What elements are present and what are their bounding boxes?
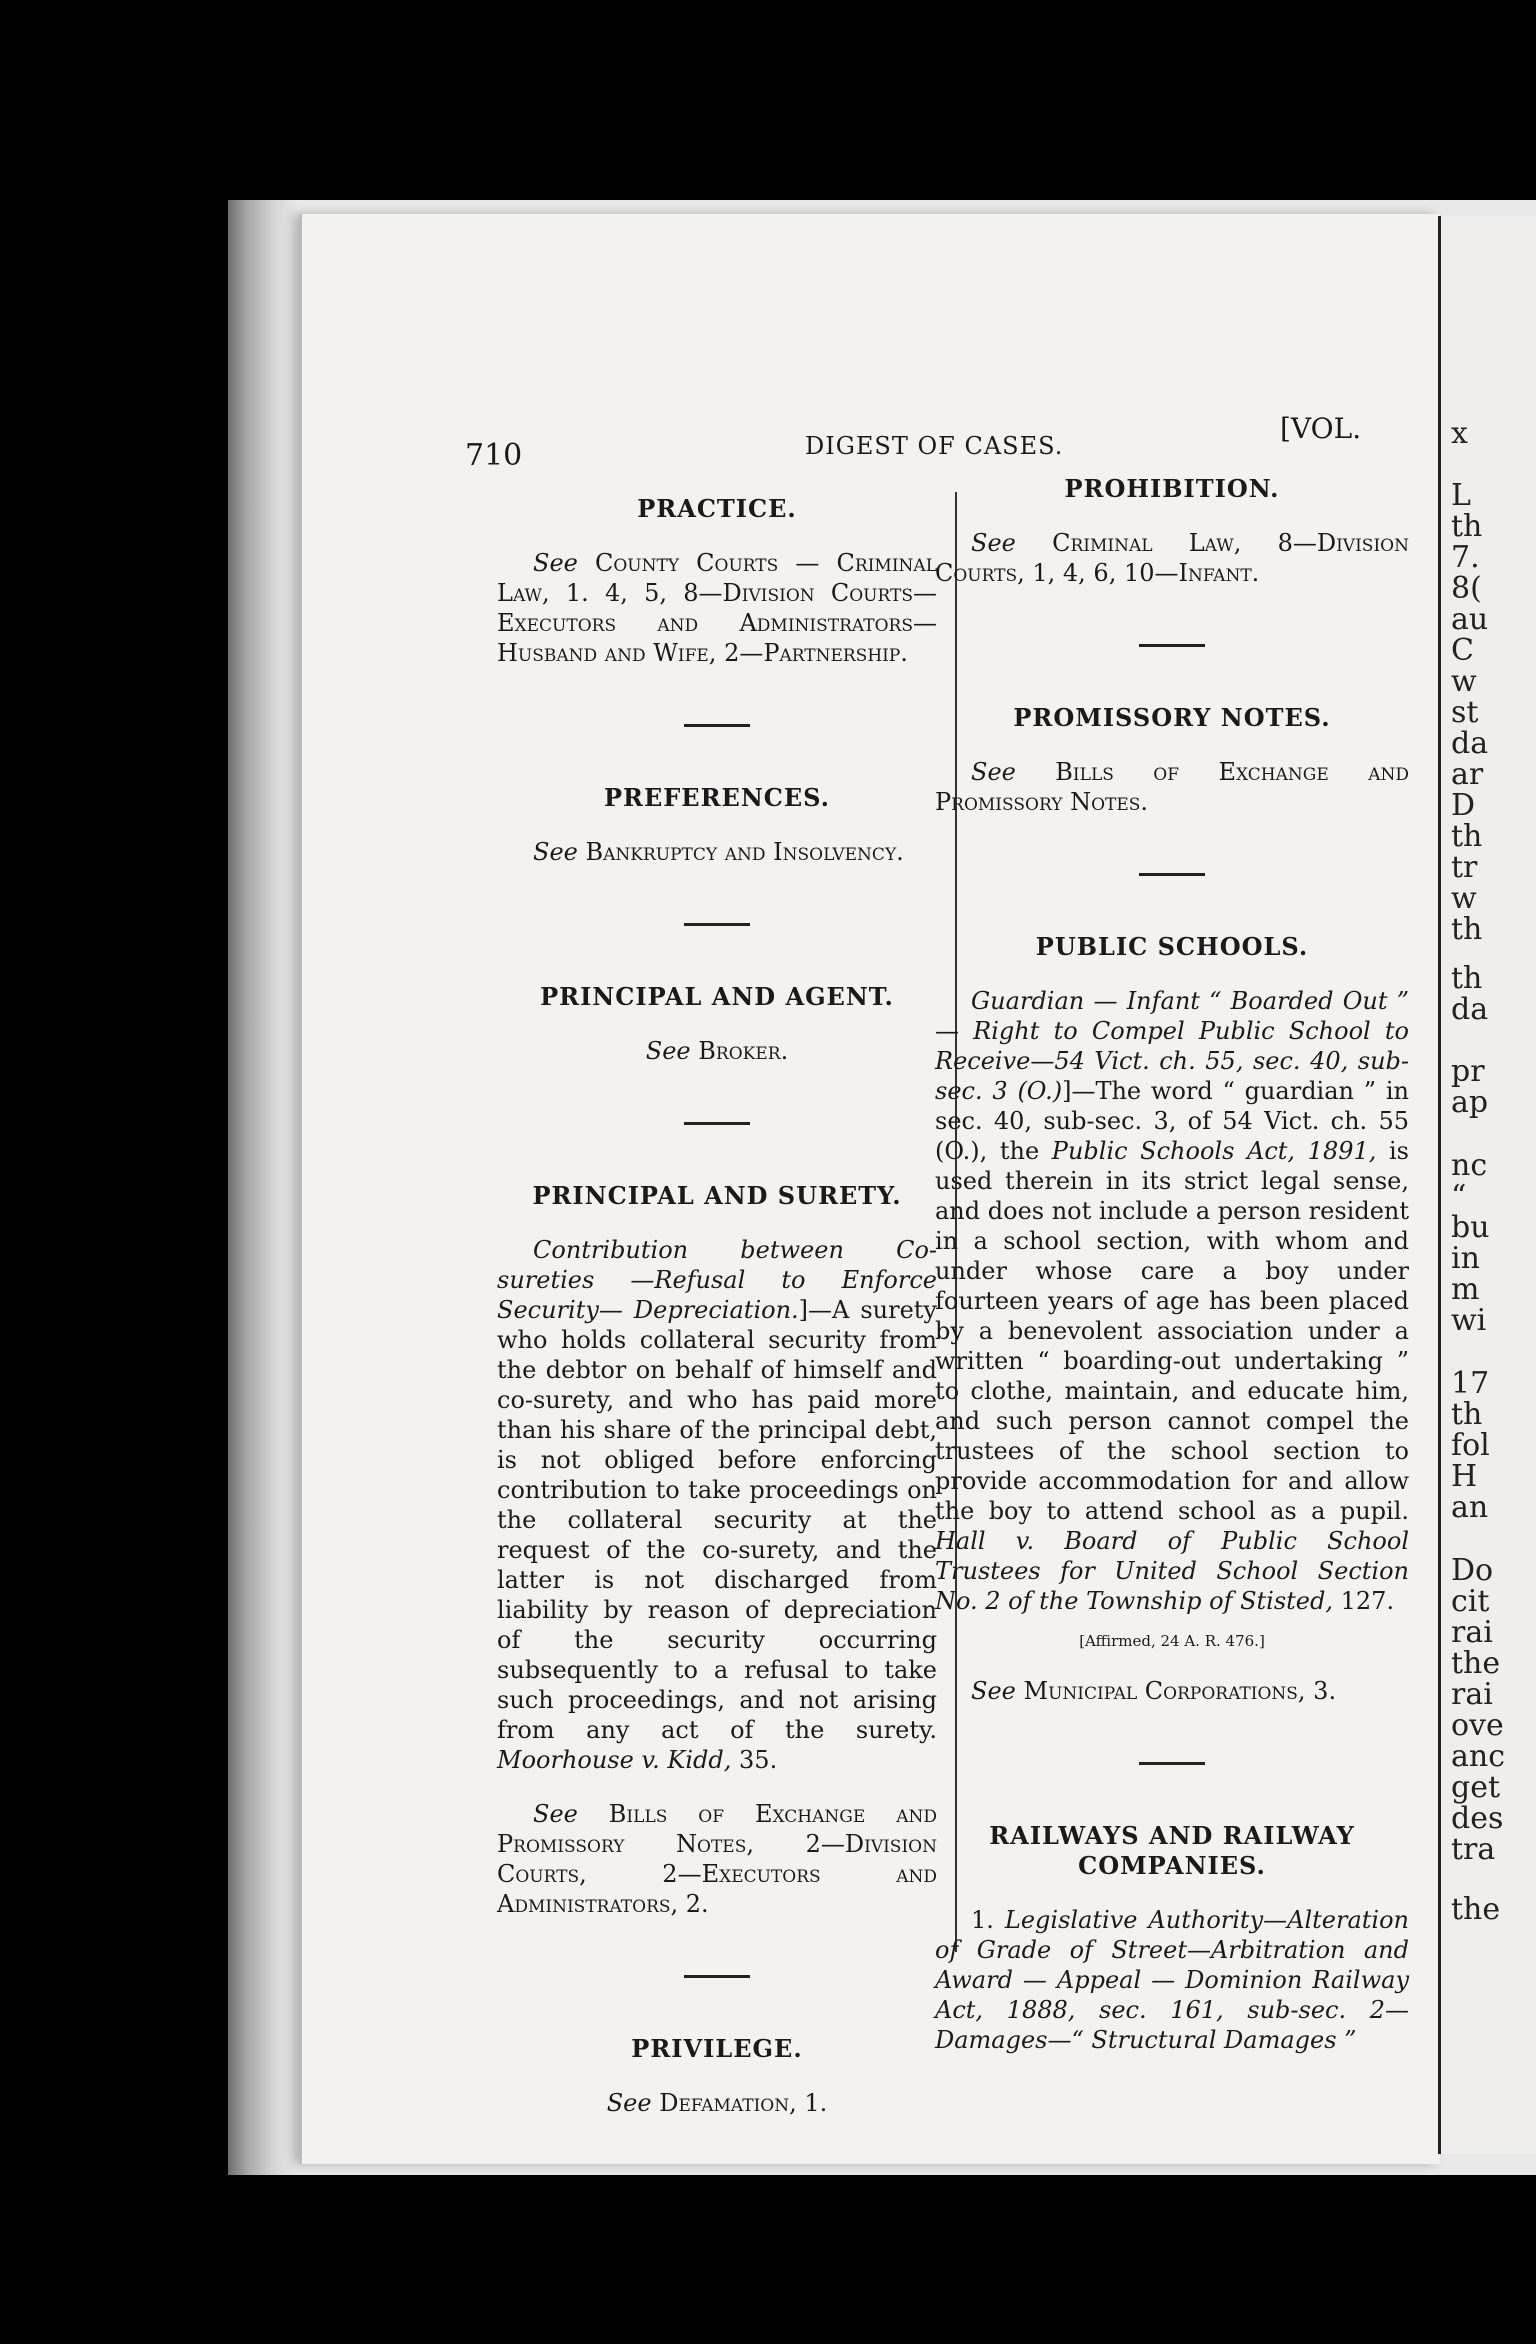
section-title: PUBLIC SCHOOLS. [1035, 932, 1309, 961]
case-entry [497, 1235, 937, 1775]
facing-page-text-fragment: in [1451, 1241, 1480, 1276]
entry-number: 1. [971, 1906, 994, 1934]
facing-page-text-fragment: H [1451, 1459, 1478, 1494]
section-rule [684, 1122, 750, 1125]
section-rule [1139, 873, 1205, 876]
section-railways [935, 1821, 1409, 2055]
case-entry [935, 986, 1409, 1616]
running-title: DIGEST OF CASES. [805, 432, 1064, 460]
reference-text: Broker. [698, 1037, 789, 1065]
section-public-schools [935, 932, 1409, 1706]
facing-page-text-fragment: wi [1451, 1303, 1487, 1338]
cross-reference [935, 757, 1409, 817]
reference-text: Bankruptcy and Insolvency. [585, 838, 904, 866]
section-privilege [497, 2034, 937, 2118]
facing-page-text-fragment: 17 [1451, 1366, 1490, 1401]
section-rule [684, 1975, 750, 1978]
see-word: See [971, 758, 1016, 786]
facing-page-text-fragment: L [1451, 478, 1471, 513]
facing-page-text-fragment: “ [1451, 1179, 1467, 1214]
section-title: PROMISSORY NOTES. [1013, 703, 1331, 732]
case-name: Hall v. Board of Public School Trustees for United School Section No. 2 of the Township of Stisted, [935, 1527, 1409, 1615]
reference-text: Bills of Exchange and Promissory Notes, 2—Division Courts, 2—Executors and Administrators, 2. [497, 1800, 937, 1918]
page-number: 710 [465, 438, 523, 473]
case-name: Moorhouse v. Kidd, [497, 1746, 732, 1774]
facing-page-text-fragment: rai [1451, 1615, 1493, 1650]
facing-page-text-fragment: ove [1451, 1708, 1504, 1743]
cross-reference [497, 2088, 937, 2118]
entry-body: ]—A surety who holds collateral security from the debtor on behalf of himself and co-surety, and who has paid more than his share of the principal debt, is not obliged before enforcing contribution to take proceedings on the collateral security at the request of the co-surety, and the latter is not discharged from liability by reason of depreciation of the security occurring subsequently to a refusal to take such proceedings, and not arising from any act of the surety. [497, 1296, 937, 1744]
cross-reference [497, 837, 937, 867]
facing-page-text-fragment: nc [1451, 1148, 1488, 1183]
catchwords: Guardian — Infant “ Boarded Out ” — Right to Compel Public School to Receive—54 Vict. ch. 55, sec. 40, sub-sec. 3 (O.) [935, 987, 1409, 1105]
reference-text: Defamation, 1. [659, 2089, 828, 2117]
facing-page-text-fragment: th [1451, 1397, 1483, 1432]
facing-page-text-fragment: the [1451, 1892, 1501, 1927]
facing-page-text-fragment: C [1451, 633, 1474, 668]
entry-body-continued: is used therein in its strict legal sense, and does not include a person resident in a school section, with whom and under whose care a boy under fourteen years of age has been placed by a benevolent association under a written “ boarding-out undertaking ” to clothe, maintain, and educate him, and such person cannot compel the trustees of the school section to provide accommodation for and allow the boy to attend school as a pupil. [935, 1137, 1409, 1525]
act-name: Public Schools Act, 1891, [1051, 1137, 1377, 1165]
section-rule [1139, 1762, 1205, 1765]
facing-page-text-fragment: cit [1451, 1584, 1490, 1619]
case-page: 127. [1340, 1587, 1395, 1615]
cross-reference [935, 1676, 1409, 1706]
facing-page-text-fragment: the [1451, 1646, 1501, 1681]
facing-page-text-fragment: pr [1451, 1054, 1485, 1089]
catchwords: Legislative Authority—Alteration of Grade of Street—Arbitration and Award — Appeal — Dominion Railway Act, 1888, sec. 161, sub-sec. 2—Damages—“ Structural Damages ” [935, 1906, 1409, 2054]
section-title: RAILWAYS AND RAILWAY COMPANIES. [989, 1821, 1355, 1880]
reference-text: County Courts — Criminal Law, 1. 4, 5, 8—Division Courts—Executors and Administrators—Husband and Wife, 2—Partnership. [497, 549, 937, 667]
section-rule [684, 923, 750, 926]
see-word: See [971, 1677, 1016, 1705]
facing-page-text-fragment: 8( [1451, 571, 1482, 606]
facing-page-text-fragment: th [1451, 961, 1483, 996]
facing-page-text-fragment: st [1451, 695, 1479, 730]
affirmed-note: [Affirmed, 24 A. R. 476.] [1079, 1632, 1265, 1650]
facing-page-text-fragment: x [1451, 416, 1468, 451]
cross-reference [935, 528, 1409, 588]
section-principal-agent [497, 982, 937, 1066]
cross-reference [497, 1799, 937, 1919]
section-preferences [497, 783, 937, 867]
reference-text: Bills of Exchange and Promissory Notes. [935, 758, 1409, 816]
section-title: PROHIBITION. [1064, 474, 1280, 503]
facing-page-text-fragment: Do [1451, 1553, 1494, 1588]
facing-page-text-fragment: m [1451, 1272, 1480, 1307]
facing-page-text-fragment: au [1451, 602, 1489, 637]
volume-marker: [VOL. [1280, 412, 1362, 445]
catchwords: Contribution between Co-sureties —Refusal to Enforce Security— Depreciation. [497, 1236, 937, 1324]
case-entry [935, 1905, 1409, 2055]
see-word: See [533, 549, 578, 577]
facing-page-text-fragment: an [1451, 1490, 1489, 1525]
facing-page-text-fragment: th [1451, 912, 1483, 947]
facing-page-text-fragment: des [1451, 1801, 1504, 1836]
section-principal-surety [497, 1181, 937, 1919]
left-column [497, 494, 937, 2174]
section-title: PRACTICE. [637, 494, 797, 523]
facing-page-text-fragment: da [1451, 726, 1489, 761]
running-header [465, 400, 1405, 473]
section-rule [1139, 644, 1205, 647]
facing-page-text-fragment: da [1451, 992, 1489, 1027]
facing-page-text-fragment: get [1451, 1770, 1501, 1805]
right-column [935, 474, 1409, 2111]
section-title: PRINCIPAL AND AGENT. [540, 982, 894, 1011]
facing-page-text-fragment: w [1451, 881, 1477, 916]
facing-page-text-fragment: 7. [1451, 540, 1480, 575]
facing-page-text-fragment: tra [1451, 1832, 1496, 1867]
case-page: 35. [739, 1746, 778, 1774]
facing-page-text-fragment: ap [1451, 1085, 1489, 1120]
reference-text: Municipal Corporations, 3. [1023, 1677, 1337, 1705]
facing-page-text-fragment: w [1451, 664, 1477, 699]
section-rule [684, 724, 750, 727]
see-word: See [533, 838, 578, 866]
see-word: See [645, 1037, 691, 1065]
cross-reference [497, 1036, 937, 1066]
cross-reference [497, 548, 937, 668]
entry-body: ]—The word “ guardian ” in sec. 40, sub-sec. 3, of 54 Vict. ch. 55 (O.), the [935, 1077, 1409, 1165]
facing-page-text-fragment: D [1451, 788, 1476, 823]
facing-page-text-fragment: bu [1451, 1210, 1490, 1245]
facing-page-text-fragment: tr [1451, 850, 1478, 885]
facing-page-text-fragment: ar [1451, 757, 1484, 792]
section-title: PRINCIPAL AND SURETY. [532, 1181, 902, 1210]
section-practice [497, 494, 937, 668]
section-title: PRIVILEGE. [631, 2034, 803, 2063]
facing-page-text-fragment: th [1451, 819, 1483, 854]
see-word: See [533, 1800, 578, 1828]
section-prohibition [935, 474, 1409, 588]
facing-page-fragment [1438, 216, 1536, 2154]
see-word: See [971, 529, 1016, 557]
facing-page-text-fragment: anc [1451, 1739, 1506, 1774]
reference-text: Criminal Law, 8—Division Courts, 1, 4, 6, 10—Infant. [935, 529, 1409, 587]
facing-page-text-fragment: th [1451, 509, 1483, 544]
section-title: PREFERENCES. [603, 783, 831, 812]
facing-page-text-fragment: fol [1451, 1428, 1490, 1463]
see-word: See [606, 2089, 652, 2117]
facing-page-text-fragment: rai [1451, 1677, 1493, 1712]
section-promissory-notes [935, 703, 1409, 817]
